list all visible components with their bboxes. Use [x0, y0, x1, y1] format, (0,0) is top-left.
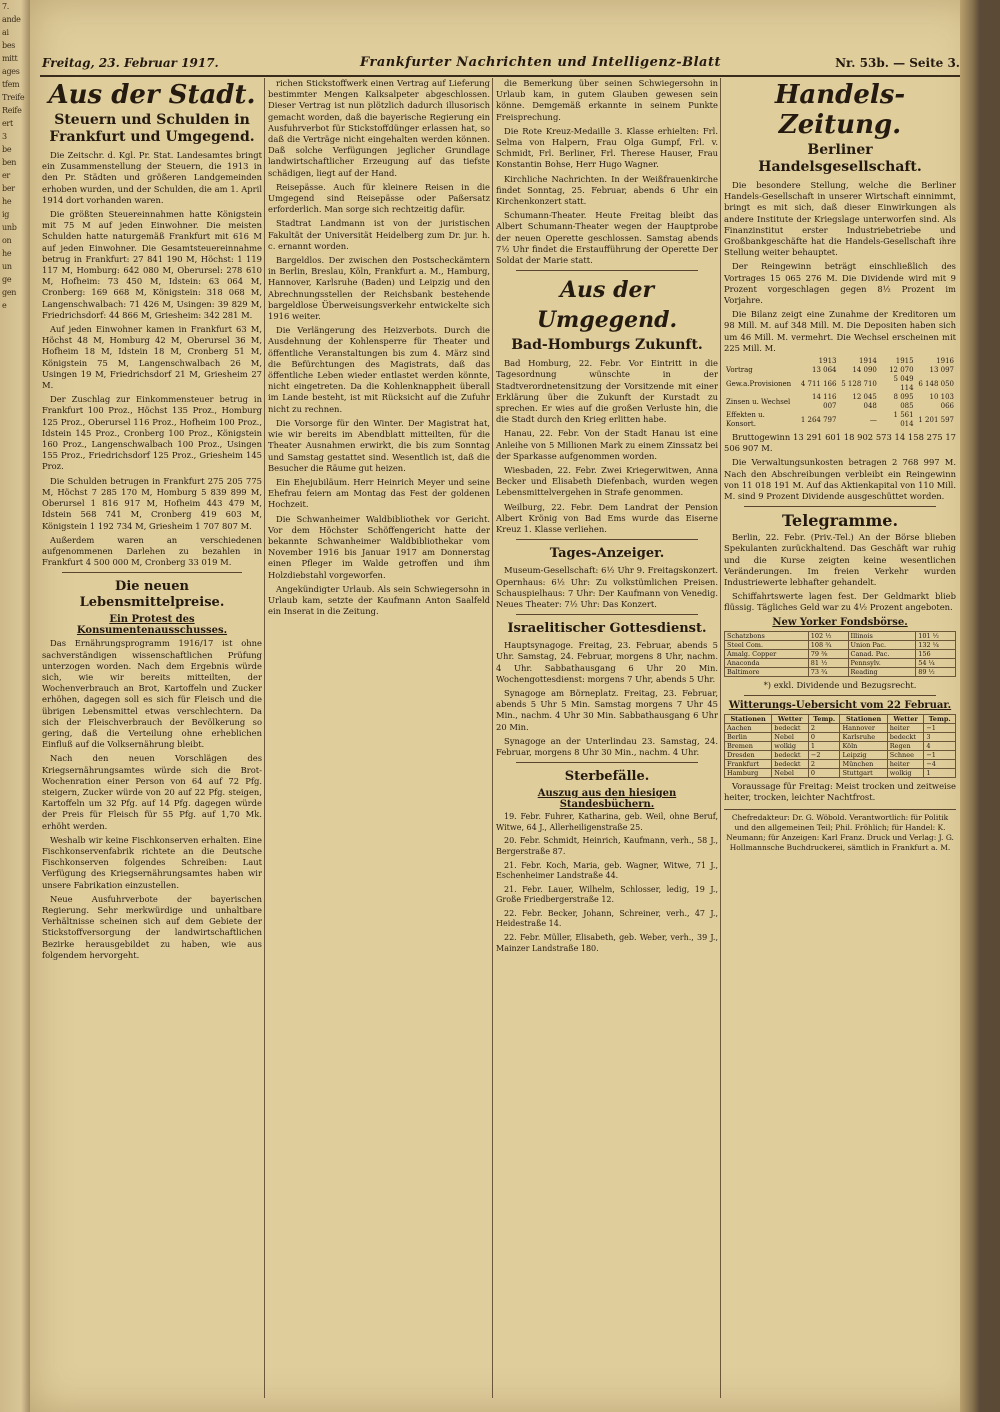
- section-heading-city: Aus der Stadt.: [48, 80, 256, 110]
- prev-fragment: ge: [2, 275, 12, 284]
- article-paragraph: Bruttogewinn 13 291 601 18 902 573 14 158 275 17 506 907 M.: [724, 432, 956, 454]
- prev-fragment: tfem: [2, 80, 20, 89]
- article-paragraph: Hanau, 22. Febr. Von der Stadt Hanau ist eine Anleihe von 5 Millionen Mark zu einem Zinssatz bei der Sparkasse aufgenommen worden.: [496, 428, 718, 461]
- table-cell: wolkig: [887, 768, 924, 777]
- table-cell: 12 070: [889, 366, 914, 375]
- page-header: [30, 52, 980, 74]
- table-header: Wetter: [772, 714, 809, 723]
- prev-fragment: bes: [2, 41, 16, 50]
- table-cell: Zinsen u. Wechsel: [726, 397, 791, 406]
- table-header: [724, 357, 798, 366]
- header-rule: [40, 75, 960, 77]
- table-cell: 13 064: [811, 366, 837, 375]
- table-cell: bedeckt: [772, 759, 809, 768]
- newspaper-page: [30, 0, 980, 1412]
- prev-fragment: ages: [2, 67, 20, 76]
- table-header: Wetter: [887, 714, 924, 723]
- table-cell: Köln: [840, 741, 887, 750]
- table-cell: 1 264 797: [800, 415, 837, 424]
- financial-table: [724, 357, 956, 429]
- table-cell: 8 095 085: [893, 393, 914, 411]
- table-cell: 0: [808, 768, 840, 777]
- table-row: [725, 649, 956, 658]
- table-row: [724, 366, 956, 375]
- table-cell: 156: [916, 649, 956, 658]
- article-paragraph: Synagoge an der Unterlindau 23. Samstag, 24. Februar, morgens 8 Uhr 30 Min., nachm. 4 Uhr.: [496, 735, 718, 757]
- table-header: 1914: [859, 357, 877, 366]
- prev-fragment: Reife: [2, 106, 22, 115]
- section-heading-telegrams: Telegramme.: [781, 511, 899, 531]
- article-paragraph: Der Zuschlag zur Einkommensteuer betrug in Frankfurt 100 Proz., Höchst 135 Proz., Homburg 125 Proz., Oberursel 116 Proz., Hofheim 100 Proz., Idstein 145 Proz., Cronberg 100 Proz., Königstein 160 Proz., Langenschwalbach 100 Proz., Usingen 155 Proz., Friedrichsdorf 125 Proz., Griesheim 145 Proz.: [42, 394, 262, 472]
- table-cell: 1 201 597: [918, 415, 954, 424]
- article-paragraph: Bad Homburg, 22. Febr. Vor Eintritt in die Tagesordnung wünschte in der Stadtverordnetensitzung der Vorsitzende mit einer Erklärung über die Zukunft der Kurstadt zu sprechen. Er wies auf die großen Verluste hin, die die Stadt durch den Krieg erlitten habe.: [496, 358, 718, 425]
- weather-heading: Witterungs-Uebersicht vom 22 Februar.: [728, 699, 952, 711]
- table-cell: Dresden: [725, 750, 772, 759]
- table-header: Temp.: [808, 714, 840, 723]
- table-cell: 81 ½: [808, 658, 848, 667]
- table-row: [725, 658, 956, 667]
- prev-fragment: he: [2, 197, 12, 206]
- article-paragraph: Schumann-Theater. Heute Freitag bleibt das Albert Schumann-Theater wegen der Hauptprobe der neuen Operette geschlossen. Samstag abends 7½ Uhr findet die Erstaufführung der Operette Der Soldat der Marie statt.: [496, 210, 718, 266]
- article-paragraph: Schiffahrtswerte lagen fest. Der Geldmarkt blieb flüssig. Tägliches Geld war zu 4½ Prozent angeboten.: [724, 591, 956, 613]
- article-paragraph: Die Rote Kreuz-Medaille 3. Klasse erhielten: Frl. Selma von Halpern, Frau Olga Gumpf, Frl. v. Schmidt, Frl. Berliner, Frl. Therese Hauser, Frau Konstantin Bohse, Herr Hugo Wagner.: [496, 125, 718, 170]
- table-cell: Steel Com.: [725, 640, 809, 649]
- table-cell: 101 ½: [916, 631, 956, 640]
- table-cell: Schnee: [887, 750, 924, 759]
- table-header-row: [724, 357, 956, 366]
- article-heading-taxes: Steuern und Schulden in Frankfurt und Umgegend.: [49, 112, 255, 145]
- table-row: [725, 723, 956, 732]
- table-header-row: [725, 714, 956, 723]
- prev-fragment: ande: [2, 15, 21, 24]
- divider: [516, 762, 698, 763]
- death-notices: [496, 812, 718, 954]
- table-cell: 1: [924, 768, 956, 777]
- article-paragraph: Auf jeden Einwohner kamen in Frankfurt 63 M, Höchst 48 M, Homburg 42 M, Oberursel 36 M, Hofheim 18 M, Idstein 18 M, Cronberg 51 M, Königstein 75 M, Langenschwalbach 26 M, Usingen 19 M, Friedrichsdorf 21 M, Griesheim 27 M.: [42, 324, 262, 391]
- prev-fragment: e: [2, 301, 7, 310]
- column-1: [42, 78, 262, 1398]
- table-cell: −4: [924, 759, 956, 768]
- column-divider: [264, 78, 265, 1398]
- divider: [516, 614, 698, 615]
- table-row: [725, 667, 956, 676]
- table-cell: 89 ½: [916, 667, 956, 676]
- table-cell: 2: [808, 759, 840, 768]
- prev-fragment: Treife: [2, 93, 25, 102]
- weather-forecast: Voraussage für Freitag: Meist trocken und zeitweise heiter, trocken, leichter Nachtfrost.: [724, 780, 956, 803]
- table-cell: Frankfurt: [725, 759, 772, 768]
- table-cell: Aachen: [725, 723, 772, 732]
- table-row: [725, 640, 956, 649]
- table-cell: bedeckt: [887, 732, 924, 741]
- table-row: [725, 741, 956, 750]
- previous-page-edge: [0, 0, 30, 1412]
- table-row: [725, 631, 956, 640]
- article-paragraph: Die Vorsorge für den Winter. Der Magistrat hat, wie wir bereits im Abendblatt mitteilten, für die Theater Ausnahmen erwirkt, die bis zum Sonntag und Samstag gestattet sind. Wesentlich ist, daß die Besucher die Räume gut heizen.: [268, 417, 490, 473]
- article-paragraph: Die Schwanheimer Waldbibliothek vor Gericht. Vor dem Höchster Schöffengericht hatte der bekannte Schwanheimer Waldbibliothekar vom November 1916 bis Januar 1917 am Donnerstag einen Pfleger im Walde getroffen und ihm Holzdiebstahl vorgeworfen.: [268, 513, 490, 580]
- article-paragraph: Weilburg, 22. Febr. Dem Landrat der Pension Albert Krönig von Bad Ems wurde das Eiserne Kreuz 1. Klasse verliehen.: [496, 501, 718, 535]
- article-paragraph: Der Reingewinn beträgt einschließlich des Vortrages 15 065 276 M. Die Dividende wird mit 9 Prozent vorgeschlagen gegen 8½ Prozent im Vorjahre.: [724, 261, 956, 306]
- table-cell: 3: [924, 732, 956, 741]
- prev-fragment: un: [2, 262, 12, 271]
- prev-fragment: he: [2, 249, 12, 258]
- prev-fragment: ben: [2, 158, 17, 167]
- prev-fragment: mitt: [2, 54, 18, 63]
- death-notice: 22. Febr. Becker, Johann, Schreiner, verh., 47 J., Heidestraße 14.: [496, 908, 718, 929]
- table-cell: —: [869, 415, 877, 424]
- table-cell: Regen: [887, 741, 924, 750]
- table-cell: 14 090: [852, 366, 877, 375]
- table-cell: Karlsruhe: [840, 732, 887, 741]
- table-cell: 5 128 710: [841, 379, 877, 388]
- imprint: Chefredakteur: Dr. G. Wöbold. Verantwortlich: für Politik und den allgemeinen Teil; Phil. Fröhlich; für Handel: K. Neumann; für Anzeigen: Karl Franz. Druck und Verlag: J. G. Hollmannsche Buchdruckerei, sämtlich in Frankfurt a. M.: [724, 809, 956, 853]
- prev-fragment: gen: [2, 288, 17, 297]
- table-cell: Gew.a.Provisionen: [726, 379, 792, 388]
- article-heading-bank: Berliner Handelsgesellschaft.: [758, 142, 922, 175]
- table-header: 1916: [936, 357, 954, 366]
- divider: [744, 506, 936, 507]
- section-heading-commerce: Handels-Zeitung.: [774, 80, 906, 140]
- death-notice: 19. Febr. Fuhrer, Katharina, geb. Weil, ohne Beruf, Witwe, 64 J., Allerheiligenstraße 25.: [496, 812, 718, 832]
- table-row: [725, 759, 956, 768]
- table-cell: Union Pac.: [848, 640, 916, 649]
- article-subheading: Auszug aus den hiesigen Standesbüchern.: [537, 788, 677, 811]
- article-paragraph: Angekündigter Urlaub. Als sein Schwiegersohn in Urlaub kam, setzte der Kaufmann Anton Saalfeld ein Inserat in die Zeitung.: [268, 583, 490, 617]
- article-paragraph: Die besondere Stellung, welche die Berliner Handels-Gesellschaft in unserer Wirtschaft einnimmt, bringt es mit sich, daß dieser Einwirkungen als andere Institute der Kriegslage unterworfen sind. Als Finanzinstitut erster Industriebetriebe und Großbankgeschäfte hat die Handels-Gesellschaft ihre Stellung weiter behauptet.: [724, 180, 956, 258]
- article-paragraph: Die Bilanz zeigt eine Zunahme der Kreditoren um 98 Mill. M. auf 348 Mill. M. Die Depositen haben sich um 46 Mill. M. vermehrt. Die Wechsel erscheinen mit 225 Mill. M.: [724, 309, 956, 353]
- table-row: [725, 732, 956, 741]
- issue-date: Freitag, 23. Februar 1917.: [42, 56, 219, 70]
- table-cell: 4: [924, 741, 956, 750]
- table-cell: 108 ¾: [808, 640, 848, 649]
- table-cell: Effekten u. Konsort.: [726, 411, 765, 429]
- column-4: [724, 78, 956, 1398]
- article-paragraph: Außerdem waren an verschiedenen aufgenommenen Darlehen zu bezahlen in Frankfurt 4 500 000 M, Cronberg 33 019 M.: [42, 534, 262, 568]
- prev-fragment: ai: [2, 28, 9, 37]
- divider: [516, 270, 698, 271]
- article-paragraph: Die Verlängerung des Heizverbots. Durch die Ausdehnung der Kohlensperre für Theater und öffentliche Veranstaltungen bis zum 4. März sind die Befürchtungen des Magistrats, daß das öffentliche Leben wieder entlastet werden könnte, nicht eingetreten. Da die Kohlenknappheit überall im Lande besteht, ist mit Rücksicht auf die Zufuhr nicht zu rechnen.: [268, 325, 490, 414]
- table-cell: 10 103 066: [929, 393, 954, 411]
- table-row: [724, 411, 956, 429]
- table-cell: −1: [924, 723, 956, 732]
- table-cell: Nebel: [772, 768, 809, 777]
- table-cell: Baltimore: [725, 667, 809, 676]
- column-divider: [492, 78, 493, 1398]
- table-cell: Vortrag: [726, 366, 753, 375]
- table-cell: Canad. Pac.: [848, 649, 916, 658]
- article-paragraph: Die Zeitschr. d. Kgl. Pr. Stat. Landesamtes bringt ein Zusammenstellung der Steuern, die 1913 in den Pr. Städten und größeren Landgemeinden erhoben wurden, und der Schulden, die am 1. April 1914 dort vorhanden waren.: [42, 150, 262, 205]
- table-cell: Nebel: [772, 732, 809, 741]
- table-cell: Bremen: [725, 741, 772, 750]
- table-cell: 73 ¾: [808, 667, 848, 676]
- table-header: Stationen: [725, 714, 772, 723]
- table-cell: Schatzbons: [725, 631, 809, 640]
- page-number: Nr. 53b. — Seite 3.: [835, 56, 960, 70]
- table-header: 1913: [818, 357, 837, 366]
- article-paragraph: Stadtrat Landmann ist von der juristischen Fakultät der Universität Heidelberg zum Dr. jur. h. c. ernannt worden.: [268, 218, 490, 251]
- column-2: [268, 78, 490, 1398]
- table-cell: Hamburg: [725, 768, 772, 777]
- prev-fragment: ber: [2, 184, 15, 193]
- table-cell: Berlin: [725, 732, 772, 741]
- table-cell: Stuttgart: [840, 768, 887, 777]
- article-paragraph: Hauptsynagoge. Freitag, 23. Februar, abends 5 Uhr. Samstag, 24. Februar, morgens 8 Uhr, nachm. 4 Uhr. Sabbathausgang 6 Uhr 20 Min. Wochengottesdienst: morgens 7 Uhr, abends 5 Uhr.: [496, 640, 718, 684]
- article-paragraph: Die Schulden betrugen in Frankfurt 275 205 775 M, Höchst 7 285 170 M, Homburg 5 839 899 M, Oberursel 1 816 917 M, Hofheim 443 479 M, Idstein 568 741 M, Cronberg 419 603 M, Königstein 1 192 734 M, Griesheim 1 707 807 M.: [42, 475, 262, 531]
- table-cell: Illinois: [848, 631, 916, 640]
- table-cell: 4 711 166: [800, 379, 837, 388]
- table-row: [724, 375, 956, 393]
- table-row: [725, 768, 956, 777]
- stock-table: [724, 631, 956, 677]
- section-heading-services: Israelitischer Gottesdienst.: [507, 621, 707, 637]
- table-cell: Hannover: [840, 723, 887, 732]
- table-cell: Pennsylv.: [848, 658, 916, 667]
- table-cell: 54 ¼: [916, 658, 956, 667]
- article-paragraph: Ein Ehejubiläum. Herr Heinrich Meyer und seine Ehefrau feiern am Montag das Fest der goldenen Hochzeit.: [268, 476, 490, 510]
- table-cell: heiter: [887, 759, 924, 768]
- death-notice: 21. Febr. Lauer, Wilhelm, Schlosser, ledig, 19 J., Große Friedbergerstraße 12.: [496, 884, 718, 905]
- table-cell: 13 097: [929, 366, 954, 375]
- table-cell: 1 561 014: [893, 411, 914, 429]
- prev-fragment: be: [2, 145, 12, 154]
- table-cell: 0: [808, 732, 840, 741]
- prev-fragment: 3: [2, 132, 7, 141]
- article-paragraph: Das Ernährungsprogramm 1916/17 ist ohne sachverständigen wissenschaftlichen Prüfung unterzogen worden. Nach dem Ergebnis würde sich, wie wir bereits mitteilten, der Wochenverbrauch an Brot, Kartoffeln und Zucker erhöhen, dagegen soll es sich für Fleisch und die übrigen Lebensmittel etwas verschlechtern. Da sich der Fleischverbrauch der Bevölkerung so gering, daß die Verteilung ohne erheblichen Einfluß auf die Volksernährung bleibt.: [42, 638, 262, 750]
- table-header: Temp.: [924, 714, 956, 723]
- article-paragraph: Die größten Steuereinnahmen hatte Königstein mit 75 M auf jeden Einwohner. Die meisten Schulden hatte naturgemäß Frankfurt mit 616 M auf jeden Einwohner. Die Gesamtsteuereinnahme betrug in Frankfurt: 27 841 190 M, Höchst: 1 119 117 M, Homburg: 642 080 M, Oberursel: 278 610 M, Hofheim: 73 450 M, Idstein: 63 064 M, Cronberg: 169 668 M, Königstein: 318 068 M, Langenschwalbach: 71 426 M, Usingen: 39 829 M, Friedrichsdorf: 44 866 M, Griesheim: 342 281 M.: [42, 209, 262, 320]
- article-paragraph: Die Verwaltungsunkosten betragen 2 768 997 M. Nach den Abschreibungen verbleibt ein Reingewinn von 11 018 191 M. Auf das Aktienkapital von 110 Mill. M. sind 9 Prozent Dividende ausgeschüttet worden.: [724, 457, 956, 502]
- article-heading-food-prices: Die neuen Lebensmittelpreise.: [79, 579, 225, 611]
- table-header: 1915: [895, 357, 914, 366]
- divider: [516, 539, 698, 540]
- table-cell: 1: [808, 741, 840, 750]
- prev-fragment: 7.: [2, 2, 10, 11]
- column-3: [496, 78, 718, 1398]
- article-paragraph: Kirchliche Nachrichten. In der Weißfrauenkirche findet Sonntag, 25. Februar, abends 6 Uhr ein Kirchenkonzert statt.: [496, 173, 718, 207]
- section-heading-deaths: Sterbefälle.: [564, 769, 650, 785]
- article-paragraph: Museum-Gesellschaft: 6½ Uhr 9. Freitagskonzert. Opernhaus: 6½ Uhr: Zu volkstümlichen Preisen. Schauspielhaus: 7 Uhr: Der Kaufmann von Venedig. Neues Theater: 7½ Uhr: Das Konzert.: [496, 565, 718, 609]
- weather-table: [724, 714, 956, 778]
- table-cell: bedeckt: [772, 750, 809, 759]
- table-row: [725, 750, 956, 759]
- table-cell: 132 ¼: [916, 640, 956, 649]
- column-divider: [720, 78, 721, 1398]
- table-cell: Amalg. Copper: [725, 649, 809, 658]
- stock-note: *) exkl. Dividende und Bezugsrecht.: [763, 679, 917, 690]
- death-notice: 20. Febr. Schmidt, Heinrich, Kaufmann, verh., 58 J., Bergerstraße 87.: [496, 836, 718, 856]
- page-binding-edge: [960, 0, 980, 1412]
- section-heading-region: Aus der Umgegend.: [536, 277, 678, 334]
- table-cell: bedeckt: [772, 723, 809, 732]
- table-cell: 2: [808, 723, 840, 732]
- article-paragraph: die Bemerkung über seinen Schwiegersohn in Urlaub kam, in gutem Glauben gewesen sein könne. Demgemäß erkannte in seinem Punkte Freisprechung.: [496, 78, 718, 122]
- table-cell: München: [840, 759, 887, 768]
- table-cell: −2: [808, 750, 840, 759]
- table-cell: 79 ⅜: [808, 649, 848, 658]
- table-cell: 5 049 114: [893, 375, 914, 393]
- prev-fragment: on: [2, 236, 12, 245]
- table-cell: wolkig: [772, 741, 809, 750]
- table-cell: Leipzig: [840, 750, 887, 759]
- article-paragraph: Reisepässe. Auch für kleinere Reisen in die Umgegend sind Reisepässe oder Paßersatz erforderlich. Man sorge sich rechtzeitig dafür.: [268, 181, 490, 215]
- table-cell: 6 148 050: [918, 379, 954, 388]
- newspaper-title: Frankfurter Nachrichten und Intelligenz-Blatt: [360, 55, 721, 70]
- article-paragraph: Weshalb wir keine Fischkonserven erhalten. Eine Fischkonservenfabrik richtete an die Deutsche Fischkonserven folgendes Schreiben: Laut Verfügung des Kriegsernährungsamtes haben wir unsere Fabrikation einzustellen.: [42, 834, 262, 890]
- article-paragraph: Berlin, 22. Febr. (Priv.-Tel.) An der Börse blieben Spekulanten zurückhaltend. Das Geschäft war ruhig und die Kurse zeigten keine wesentlichen Veränderungen. Im freien Verkehr wurden Industriewerte lebhafter gehandelt.: [724, 532, 956, 588]
- article-heading-homburg: Bad-Homburgs Zukunft.: [511, 337, 703, 354]
- table-cell: 12 045 048: [852, 393, 877, 411]
- death-notice: 21. Febr. Koch, Maria, geb. Wagner, Witwe, 71 J., Eschenheimer Landstraße 44.: [496, 860, 718, 881]
- table-cell: heiter: [887, 723, 924, 732]
- article-paragraph: richen Stickstoffwerk einen Vertrag auf Lieferung bestimmter Mengen Kalksalpeter abgeschlossen. Dieser Vertrag ist nun plötzlich dadurch illusorisch gemacht worden, daß die bayerische Regierung ein Ausfuhrverbot für Stickstoffdünger erlassen hat, so daß die Verträge nicht eingehalten werden können. Daß solche Verfügungen jeglicher Grundlage landwirtschaftlicher Erzeugung auf das tiefste schädigen, liegt auf der Hand.: [268, 78, 490, 178]
- death-notice: 22. Febr. Müller, Elisabeth, geb. Weber, verh., 39 J., Mainzer Landstraße 180.: [496, 933, 718, 953]
- table-cell: Reading: [848, 667, 916, 676]
- table-cell: 102 ½: [808, 631, 848, 640]
- article-paragraph: Neue Ausfuhrverbote der bayerischen Regierung. Sehr merkwürdige und unhaltbare Verhältnisse scheinen sich auf dem Gebiete der Stickstoffversorgung der landwirtschaftlichen Bezirke herausgebildet zu haben, wie aus folgendem hervorgeht.: [42, 893, 262, 960]
- stock-exchange-heading: New Yorker Fondsbörse.: [772, 616, 908, 628]
- prev-fragment: unb: [2, 223, 17, 232]
- prev-fragment: ig: [2, 210, 10, 219]
- table-cell: 14 116 007: [811, 393, 837, 411]
- section-heading-events: Tages-Anzeiger.: [549, 546, 665, 562]
- article-paragraph: Nach den neuen Vorschlägen des Kriegsernährungsamtes würde sich die Brot-Wochenration einer Person von 64 auf 72 Pfg. steigern, Zucker würde von 20 auf 22 Pfg. steigen, Kartoffeln um 32 Pfg. auf 14 Pfg. dagegen würde der Preis für Fleisch für 55 Pfg. auf 1,70 Mk. erhöht werden.: [42, 753, 262, 831]
- prev-fragment: ert: [2, 119, 13, 128]
- prev-fragment: er: [2, 171, 10, 180]
- divider: [744, 695, 936, 696]
- article-paragraph: Wiesbaden, 22. Febr. Zwei Kriegerwitwen, Anna Becker und Elisabeth Diefenbach, wurden wegen Lebensmittelvergehen in Strafe genommen.: [496, 465, 718, 498]
- article-paragraph: Synagoge am Börneplatz. Freitag, 23. Februar, abends 5 Uhr 5 Min. Samstag morgens 7 Uhr 45 Min., nachm. 4 Uhr 30 Min. Sabbathausgang 6 Uhr 20 Min.: [496, 687, 718, 732]
- table-cell: Anaconda: [725, 658, 809, 667]
- article-paragraph: Bargeldlos. Der zwischen den Postscheckämtern in Berlin, Breslau, Köln, Frankfurt a. M., Hamburg, Hannover, Karlsruhe (Baden) und Leipzig und den Abrechnungsstellen der Reichsbank bestehende bargeldlose Überweisungsverkehr entwickelte sich 1916 weiter.: [268, 255, 490, 322]
- article-subheading: Ein Protest des Konsumentenausschusses.: [76, 614, 228, 637]
- table-row: [724, 393, 956, 411]
- divider: [62, 572, 242, 573]
- table-cell: −1: [924, 750, 956, 759]
- table-header: Stationen: [840, 714, 887, 723]
